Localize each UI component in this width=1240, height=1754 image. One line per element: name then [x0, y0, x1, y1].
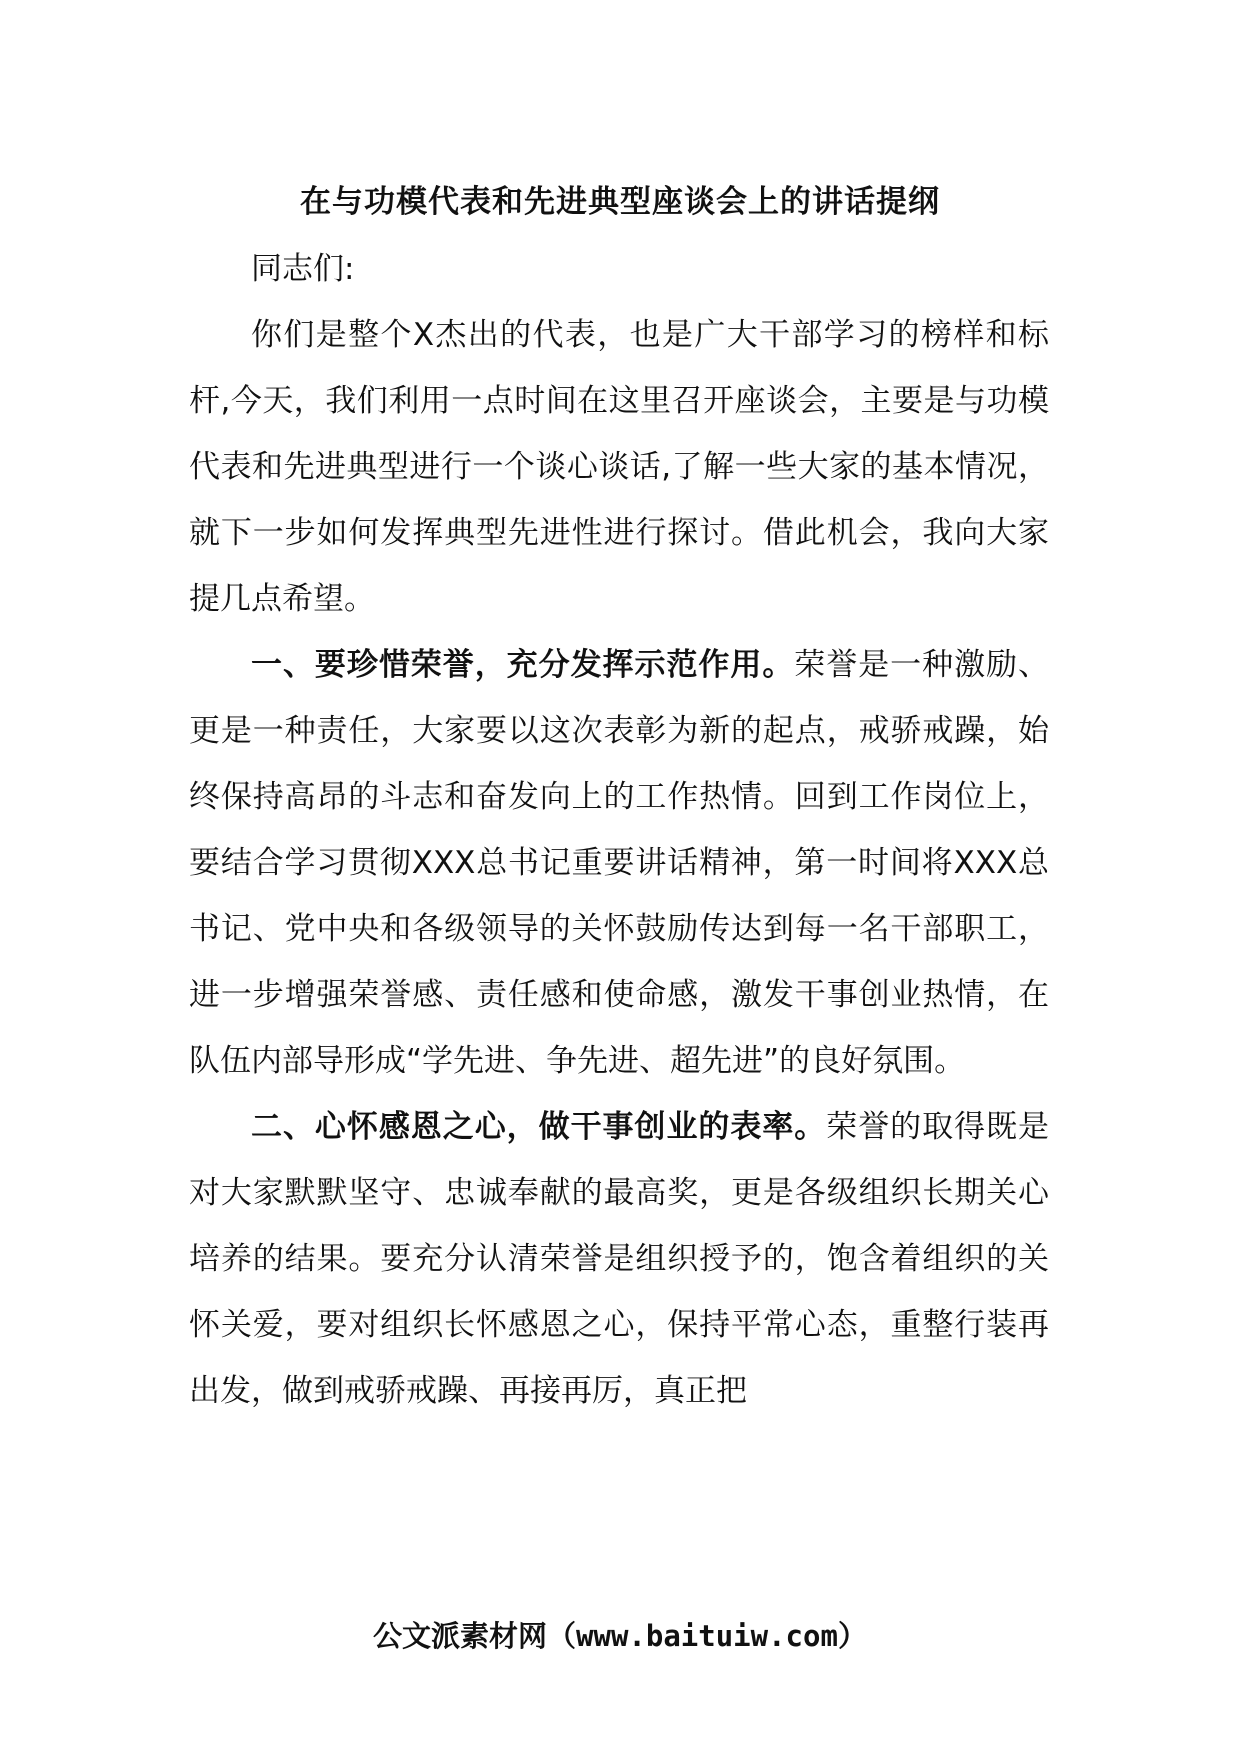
intro-paragraph: 你们是整个X杰出的代表，也是广大干部学习的榜样和标杆,今天，我们利用一点时间在这里召开座谈会，主要是与功模代表和先进典型进行一个谈心谈话,了解一些大家的基本情况，就下一步如何发挥典型先进性进行探讨。借此机会，我向大家提几点希望。: [189, 317, 1049, 617]
section-paragraph-2: [189, 1094, 1049, 1424]
document-body: [189, 236, 1049, 1424]
document-title: 在与功模代表和先进典型座谈会上的讲话提纲: [300, 184, 940, 220]
section-paragraph-1: [189, 632, 1049, 1094]
section-heading-2: 二、心怀感恩之心，做干事创业的表率。: [251, 1109, 827, 1145]
page-footer: [0, 1616, 1240, 1656]
section-text-1: 荣誉是一种激励、更是一种责任，大家要以这次表彰为新的起点，戒骄戒躁，始终保持高昂的斗志和奋发向上的工作热情。回到工作岗位上，要结合学习贯彻XXX总书记重要讲话精神，第一时间将XXX总书记、党中央和各级领导的关怀鼓励传达到每一名干部职工，进一步增强荣誉感、责任感和使命感，激发干事创业热情，在队伍内部导形成“学先进、争先进、超先进”的良好氛围。: [189, 647, 1050, 1079]
salutation: 同志们:: [251, 251, 355, 287]
footer-url: （www.baituiw.com）: [547, 1619, 867, 1653]
footer-site-name: 公文派素材网: [373, 1619, 548, 1653]
section-text-2: 荣誉的取得既是对大家默默坚守、忠诚奉献的最高奖，更是各级组织长期关心培养的结果。要充分认清荣誉是组织授予的，饱含着组织的关怀关爱，要对组织长怀感恩之心，保持平常心态，重整行装再出发，做到戒骄戒躁、再接再厉，真正把: [189, 1109, 1049, 1409]
section-heading-1: 一、要珍惜荣誉，充分发挥示范作用。: [251, 647, 795, 683]
